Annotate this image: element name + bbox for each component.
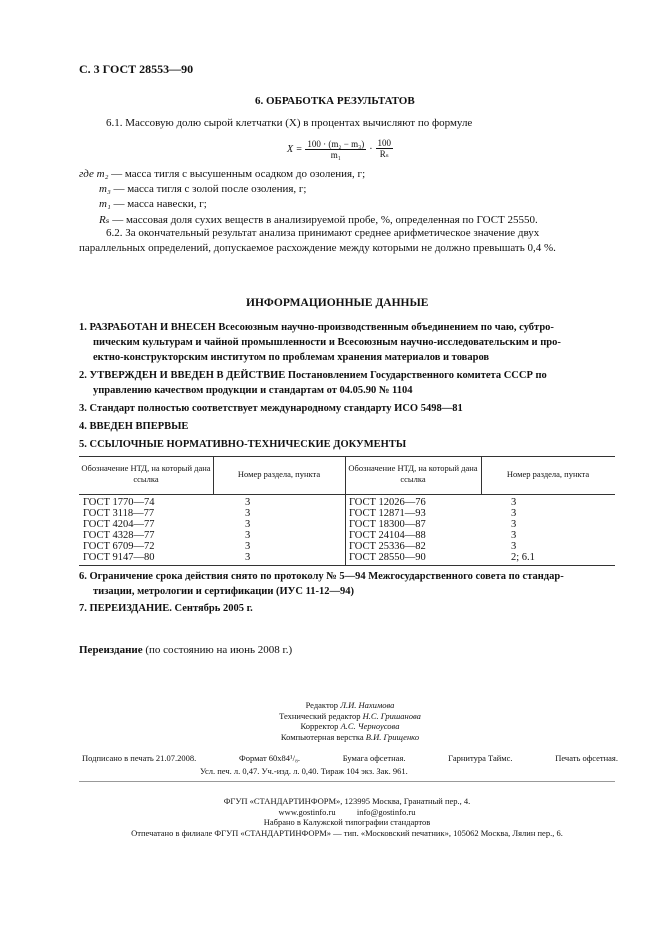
credit-name: В.И. Грищенко xyxy=(365,731,420,742)
table-header-ntd-1: Обозначение НТД, на который дана ссылка xyxy=(81,463,211,484)
table-cell: ГОСТ 12026—76 xyxy=(349,497,426,508)
info-item-3: 3. Стандарт полностью соответствует международному стандарту ИСО 5498—81 xyxy=(79,403,463,414)
where-text: — масса навески, г; xyxy=(113,198,207,210)
formula-denominator-2: Rₛ xyxy=(379,149,389,159)
table-header-section-1: Номер раздела, пункта xyxy=(237,469,321,479)
table-cell: 3 xyxy=(245,497,251,508)
footer-divider xyxy=(79,781,615,782)
table-cell: 3 xyxy=(245,541,251,552)
credit-line xyxy=(200,721,500,732)
formula-lhs: X = xyxy=(287,143,303,155)
credit-line xyxy=(200,700,500,711)
info-item-1-line-1: 1. РАЗРАБОТАН И ВНЕСЕН Всесоюзным научно-производственным объединением по чаю, субтро- xyxy=(79,322,554,333)
where-text: — масса тигля с высушенным осадком до озоления, г; xyxy=(111,168,366,180)
table-header-rule xyxy=(79,494,615,495)
publisher-line: Отпечатано в филиале ФГУП «СТАНДАРТИНФОРМ» — тип. «Московский печатник», 105062 Москва, Лялин пер., 6. xyxy=(131,827,563,838)
publisher-line: www.gostinfo.ru info@gostinfo.ru xyxy=(278,806,416,817)
imprint-print: Печать офсетная. xyxy=(555,753,618,763)
table-header-section-2: Номер раздела, пункта xyxy=(506,469,590,479)
table-cell: ГОСТ 6709—72 xyxy=(83,541,155,552)
table-cell: 2; 6.1 xyxy=(511,552,535,563)
imprint-line-1 xyxy=(82,753,618,764)
credit-role: Технический редактор xyxy=(279,710,361,721)
table-cell: ГОСТ 18300—87 xyxy=(349,519,426,530)
paragraph-6-2-line-1: 6.2. За окончательный результат анализа принимают среднее арифметическое значение двух xyxy=(106,227,540,239)
table-cell: ГОСТ 28550—90 xyxy=(349,552,426,563)
where-text: — масса тигля с золой после озоления, г; xyxy=(113,183,307,195)
imprint-format: Формат 60х84¹/₈. xyxy=(238,753,301,763)
table-bottom-rule xyxy=(79,565,615,566)
table-cell: ГОСТ 3118—77 xyxy=(83,508,155,519)
reissue-label: Переиздание xyxy=(79,644,143,656)
credit-role: Компьютерная верстка xyxy=(280,731,364,742)
info-item-5: 5. ССЫЛОЧНЫЕ НОРМАТИВНО-ТЕХНИЧЕСКИЕ ДОКУМЕНТЫ xyxy=(79,439,407,450)
info-item-1-line-2: пическим культурам и чайной промышленности и Всесоюзным научно-исследовательским и про- xyxy=(93,337,561,348)
info-item-7: 7. ПЕРЕИЗДАНИЕ. Сентябрь 2005 г. xyxy=(79,603,253,614)
credits xyxy=(200,700,500,742)
table-cell: 3 xyxy=(511,508,517,519)
table-top-rule xyxy=(79,456,615,457)
table-cell: ГОСТ 12871—93 xyxy=(349,508,426,519)
info-item-6-line-2: тизации, метрологии и сертификации (ИУС 11-12—94) xyxy=(93,586,355,597)
where-symbol: где m₂ xyxy=(79,168,109,180)
table-row xyxy=(83,497,535,508)
credit-name: Л.И. Нахимова xyxy=(340,700,395,710)
info-item-1-line-3: ектно-конструкторским институтом по проблемам хранения материалов и товаров xyxy=(93,352,490,363)
section-6-title: 6. ОБРАБОТКА РЕЗУЛЬТАТОВ xyxy=(255,95,415,107)
table-row xyxy=(83,530,535,541)
formula xyxy=(287,133,393,165)
credit-line xyxy=(200,711,500,722)
formula-denominator-1: m₁ xyxy=(330,149,341,160)
credit-role: Корректор xyxy=(300,721,339,731)
where-text: — массовая доля сухих веществ в анализируемой пробе, %, определенная по ГОСТ 25550. xyxy=(112,214,538,226)
where-line-2 xyxy=(99,183,307,195)
table-row xyxy=(83,519,535,530)
credit-role: Редактор xyxy=(305,700,339,710)
table-header-ntd-2: Обозначение НТД, на который дана ссылка xyxy=(348,463,478,484)
table-row xyxy=(83,552,535,563)
table-cell: 3 xyxy=(245,508,251,519)
where-symbol: m₃ xyxy=(99,183,111,195)
publisher-block xyxy=(79,796,615,838)
table-cell: 3 xyxy=(511,541,517,552)
imprint-line-2: Усл. печ. л. 0,47. Уч.-изд. л. 0,40. Тираж 104 экз. Зак. 961. xyxy=(200,766,408,776)
table-cell: 3 xyxy=(511,497,517,508)
paragraph-6-1: 6.1. Массовую долю сырой клетчатки (X) в процентах вычисляют по формуле xyxy=(106,117,473,129)
table-body xyxy=(83,497,535,563)
imprint-font: Гарнитура Таймс. xyxy=(448,753,513,763)
info-title: ИНФОРМАЦИОННЫЕ ДАННЫЕ xyxy=(246,297,429,309)
formula-fraction-1 xyxy=(305,139,366,160)
publisher-line: Набрано в Калужской типографии стандартов xyxy=(263,817,431,827)
publisher-line: ФГУП «СТАНДАРТИНФОРМ», 123995 Москва, Гранатный пер., 4. xyxy=(223,796,471,806)
table-cell: ГОСТ 1770—74 xyxy=(83,497,155,508)
formula-numerator-2: 100 xyxy=(377,138,392,148)
table-cell: 3 xyxy=(245,530,251,541)
table-row xyxy=(83,541,535,552)
reissue-detail: (по состоянию на июнь 2008 г.) xyxy=(145,644,293,656)
where-line-1 xyxy=(79,168,365,180)
info-item-2-line-2: управлению качеством продукции и стандартам от 04.05.90 № 1104 xyxy=(93,385,413,396)
info-item-4: 4. ВВЕДЕН ВПЕРВЫЕ xyxy=(79,421,189,432)
where-symbol: m₁ xyxy=(99,198,111,210)
credit-name: А.С. Черноусова xyxy=(340,721,400,731)
formula-dot: · xyxy=(369,143,373,155)
credit-line xyxy=(200,732,500,743)
table-cell: 3 xyxy=(511,519,517,530)
table-cell: 3 xyxy=(511,530,517,541)
reissue-note xyxy=(79,644,292,656)
imprint-paper: Бумага офсетная. xyxy=(342,753,406,763)
where-line-4 xyxy=(99,213,538,226)
table-row xyxy=(83,508,535,519)
credit-name: Н.С. Гришанова xyxy=(362,710,421,721)
table-cell: 3 xyxy=(245,552,251,563)
table-cell: ГОСТ 4204—77 xyxy=(83,519,155,530)
formula-fraction-2 xyxy=(376,138,394,160)
table-cell: ГОСТ 24104—88 xyxy=(349,530,426,541)
table-cell: 3 xyxy=(245,519,251,530)
where-line-3 xyxy=(99,198,207,210)
paragraph-6-2-line-2: параллельных определений, допускаемое расхождение между которыми не должно превышать 0,4 %. xyxy=(79,242,556,254)
formula-numerator-1: 100 · (m₂ − m₃) xyxy=(307,138,365,149)
table-cell: ГОСТ 4328—77 xyxy=(83,530,155,541)
page-header: С. 3 ГОСТ 28553—90 xyxy=(79,62,194,76)
imprint-signed: Подписано в печать 21.07.2008. xyxy=(82,753,197,763)
table-cell: ГОСТ 25336—82 xyxy=(349,541,426,552)
table-cell: ГОСТ 9147—80 xyxy=(83,552,155,563)
info-item-6-line-1: 6. Ограничение срока действия снято по протоколу № 5—94 Межгосударственного совета по стандар- xyxy=(79,571,564,582)
where-symbol: Rₛ xyxy=(99,214,110,226)
info-item-2-line-1: 2. УТВЕРЖДЕН И ВВЕДЕН В ДЕЙСТВИЕ Постановлением Государственного комитета СССР по xyxy=(79,370,547,381)
